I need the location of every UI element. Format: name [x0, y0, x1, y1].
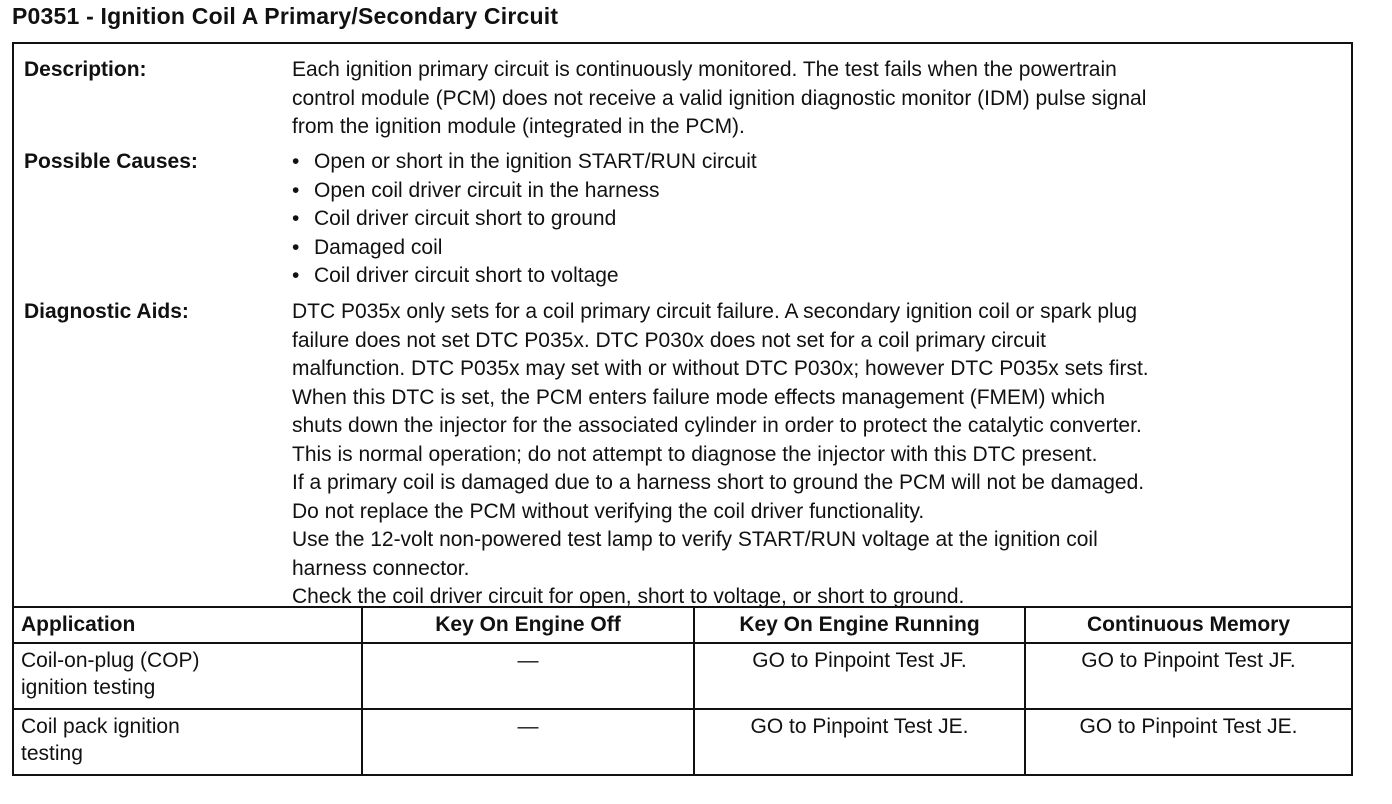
- list-item: [292, 234, 1343, 263]
- cause-text: Damaged coil: [314, 235, 443, 259]
- diagnostic-aids-line: If a primary coil is damaged due to a harness short to ground the PCM will not be damaged.: [292, 471, 1145, 494]
- diagnostic-aids-line: Check the coil driver circuit for open, short to voltage, or short to ground.: [292, 585, 965, 608]
- column-header-continuous-memory: Continuous Memory: [1025, 607, 1351, 643]
- dtc-info-box: [12, 42, 1353, 776]
- diagnostic-aids-line: shuts down the injector for the associated cylinder in order to protect the catalytic converter.: [292, 414, 1142, 437]
- bullet-icon: •: [292, 264, 300, 287]
- application-table: [14, 606, 1351, 774]
- description-content: [292, 56, 1343, 142]
- diagnostic-aids-line: DTC P035x only sets for a coil primary circuit failure. A secondary ignition coil or spark plug: [292, 300, 1138, 323]
- diagnostic-aids-line: failure does not set DTC P035x. DTC P030x does not set for a coil primary circuit: [292, 328, 1046, 352]
- cause-text: Coil driver circuit short to ground: [314, 207, 617, 230]
- diagnostic-aids-line: malfunction. DTC P035x may set with or without DTC P030x; however DTC P035x sets first.: [292, 357, 1149, 380]
- column-header-application: Application: [14, 607, 362, 643]
- dtc-info-section: [14, 44, 1351, 606]
- column-header-koeo: Key On Engine Off: [362, 607, 694, 643]
- description-label: Description:: [24, 58, 147, 81]
- koeo-cell: —: [362, 709, 694, 774]
- diagnostic-aids-line: Do not replace the PCM without verifying the coil driver functionality.: [292, 499, 925, 523]
- application-line: testing: [21, 742, 83, 766]
- description-line: control module (PCM) does not receive a valid ignition diagnostic monitor (IDM) pulse signal: [292, 86, 1147, 110]
- continuous-memory-cell: GO to Pinpoint Test JE.: [1025, 709, 1351, 774]
- possible-causes-label: Possible Causes:: [24, 150, 198, 173]
- cause-text: Open coil driver circuit in the harness: [314, 178, 660, 202]
- application-cell: [14, 709, 362, 774]
- application-cell: [14, 643, 362, 709]
- koer-cell: GO to Pinpoint Test JE.: [694, 709, 1025, 774]
- application-line: Coil pack ignition: [21, 715, 180, 739]
- column-header-koer: Key On Engine Running: [694, 607, 1025, 643]
- application-line: Coil-on-plug (COP): [21, 649, 200, 672]
- cause-text: Open or short in the ignition START/RUN circuit: [314, 150, 757, 173]
- diagnostic-aids-line: Use the 12-volt non-powered test lamp to verify START/RUN voltage at the ignition coil: [292, 528, 1098, 551]
- description-line: from the ignition module (integrated in the PCM).: [292, 115, 745, 138]
- diagnostic-aids-label: Diagnostic Aids:: [24, 300, 189, 323]
- diagnostic-aids-line: harness connector.: [292, 556, 470, 580]
- continuous-memory-cell: GO to Pinpoint Test JF.: [1025, 643, 1351, 709]
- possible-causes-list: [292, 148, 1343, 291]
- diagnostic-aids-content: [292, 298, 1343, 612]
- application-line: ignition testing: [21, 676, 156, 699]
- diagnostic-aids-line: When this DTC is set, the PCM enters failure mode effects management (FMEM) which: [292, 385, 1106, 409]
- cause-text: Coil driver circuit short to voltage: [314, 264, 619, 287]
- page-title: P0351 - Ignition Coil A Primary/Secondary Circuit: [12, 3, 559, 29]
- table-header-row: [14, 607, 1351, 643]
- koer-cell: GO to Pinpoint Test JF.: [694, 643, 1025, 709]
- diagnostic-aids-line: This is normal operation; do not attempt to diagnose the injector with this DTC present.: [292, 442, 1098, 466]
- bullet-icon: •: [292, 207, 300, 230]
- table-row: [14, 643, 1351, 709]
- bullet-icon: •: [292, 235, 300, 259]
- list-item: [292, 177, 1343, 206]
- description-line: Each ignition primary circuit is continuously monitored. The test fails when the powertrain: [292, 58, 1117, 81]
- koeo-cell: —: [362, 643, 694, 709]
- bullet-icon: •: [292, 178, 300, 202]
- bullet-icon: •: [292, 150, 300, 173]
- list-item: [292, 262, 1343, 291]
- list-item: [292, 148, 1343, 177]
- list-item: [292, 205, 1343, 234]
- table-row: [14, 709, 1351, 774]
